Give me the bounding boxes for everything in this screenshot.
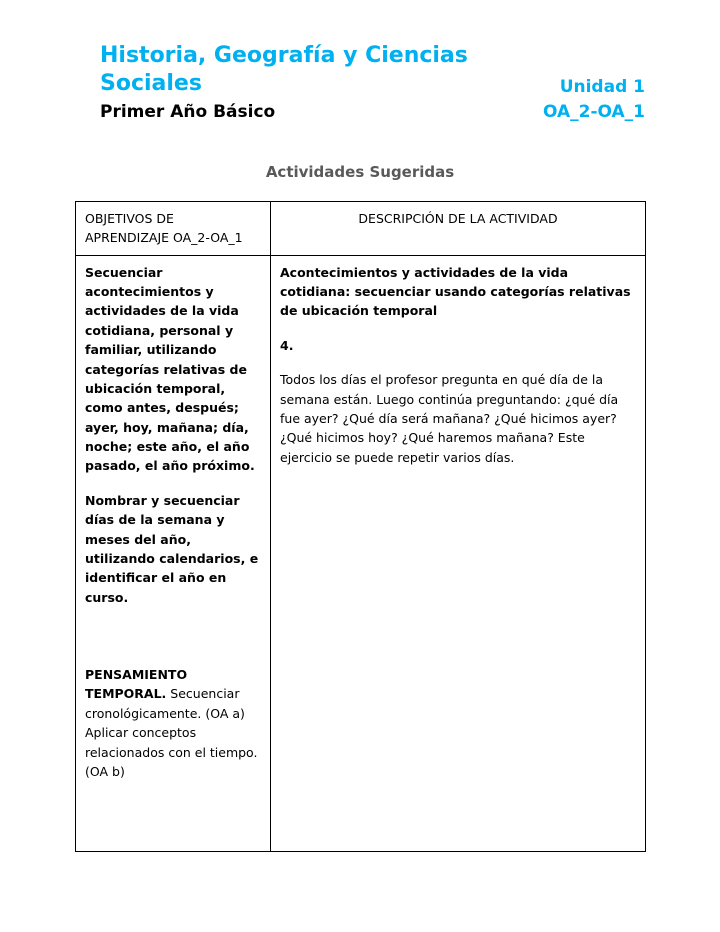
table-header-row: [76, 201, 646, 255]
objective-1: Secuenciar acontecimientos y actividades de la vida cotidiana, personal y familiar, utilizando categorías relativas de ubicación temporal, como antes, después; ayer, hoy, mañana; día, noche; este año, el año pasado, el año próximo.: [85, 264, 255, 474]
document-header: [75, 42, 645, 123]
section-title: Actividades Sugeridas: [265, 162, 455, 181]
thinking-skills-text: Secuenciar cronológicamente. (OA a) Aplicar conceptos relacionados con el tiempo. (OA b): [85, 686, 258, 779]
thinking-skills-label: PENSAMIENTO TEMPORAL.: [85, 667, 188, 702]
activities-table: [75, 201, 646, 852]
unit-label: Unidad 1: [559, 76, 645, 97]
activity-text: Todos los días el profesor pregunta en qué día de la semana están. Luego continúa preguntando: ¿qué día fue ayer? ¿Qué día será mañana? ¿Qué hicimos ayer? ¿Qué hicimos hoy? ¿Qué haremos mañana? Este ejercicio se puede repetir varios días.: [280, 372, 619, 465]
oa-code-label: OA_2-OA_1: [542, 101, 645, 122]
activity-number: 4.: [280, 337, 294, 353]
objectives-cell: [76, 255, 271, 851]
grade-label: Primer Año Básico: [100, 101, 276, 122]
table-body-row: [76, 255, 646, 851]
thinking-skills: [85, 665, 261, 781]
document-title: Historia, Geografía y Ciencias Sociales: [100, 43, 468, 96]
column-header-objectives: OBJETIVOS DE APRENDIZAJE OA_2-OA_1: [76, 201, 271, 255]
column-header-description: DESCRIPCIÓN DE LA ACTIVIDAD: [271, 201, 646, 255]
objective-2: Nombrar y secuenciar días de la semana y meses del año, utilizando calendarios, e identificar el año en curso.: [85, 492, 259, 605]
header-left: [100, 42, 532, 123]
description-cell: [271, 255, 646, 851]
header-right: [543, 73, 645, 123]
activity-title: Acontecimientos y actividades de la vida cotidiana: secuenciar usando categorías relativas de ubicación temporal: [280, 264, 631, 319]
